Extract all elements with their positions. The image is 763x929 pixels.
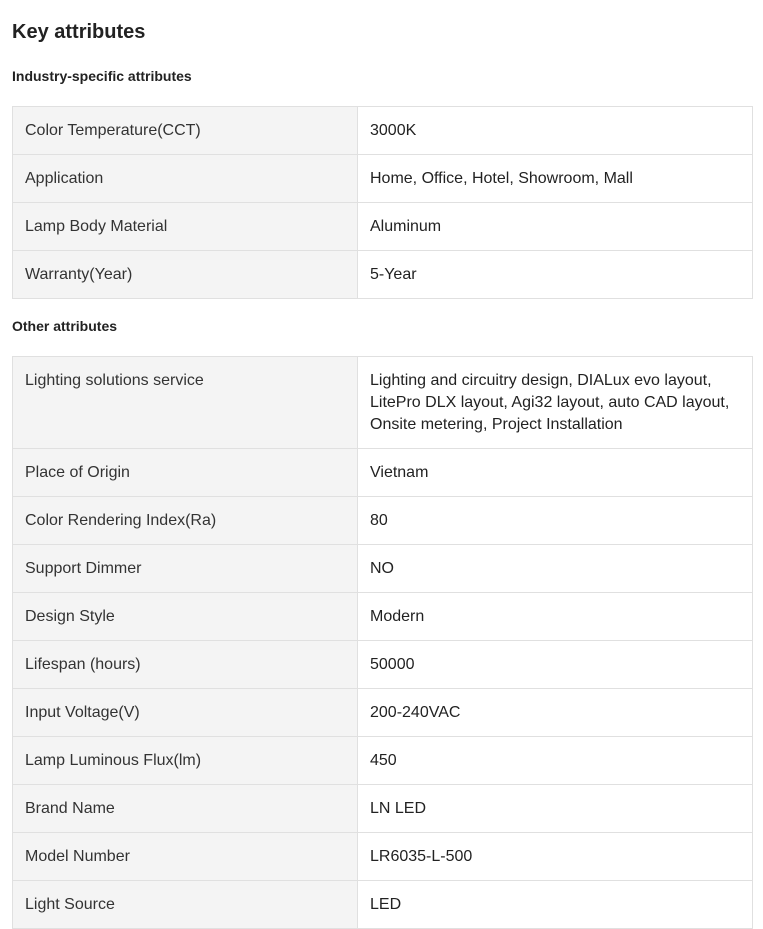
attribute-name: Support Dimmer (13, 545, 358, 593)
industry-attributes-table (12, 106, 753, 299)
attribute-value: LR6035-L-500 (358, 833, 753, 881)
attribute-value: Aluminum (358, 203, 753, 251)
attribute-row (13, 107, 753, 155)
attribute-name: Color Rendering Index(Ra) (13, 497, 358, 545)
attribute-value: 450 (358, 737, 753, 785)
attribute-value: Vietnam (358, 449, 753, 497)
attribute-row (13, 545, 753, 593)
attribute-name: Model Number (13, 833, 358, 881)
attribute-row (13, 593, 753, 641)
attribute-name: Light Source (13, 881, 358, 929)
attribute-row (13, 251, 753, 299)
industry-attributes-heading: Industry-specific attributes (12, 68, 192, 84)
attribute-name: Lamp Body Material (13, 203, 358, 251)
attribute-value: Modern (358, 593, 753, 641)
attribute-name: Lighting solutions service (13, 357, 358, 449)
attribute-row (13, 881, 753, 929)
attribute-name: Lifespan (hours) (13, 641, 358, 689)
page-title: Key attributes (12, 21, 146, 43)
attribute-name: Lamp Luminous Flux(lm) (13, 737, 358, 785)
attribute-value: 3000K (358, 107, 753, 155)
attribute-name: Input Voltage(V) (13, 689, 358, 737)
attribute-value: 80 (358, 497, 753, 545)
attribute-value: 50000 (358, 641, 753, 689)
attribute-name: Warranty(Year) (13, 251, 358, 299)
attribute-row (13, 737, 753, 785)
attribute-row (13, 689, 753, 737)
attribute-value: Home, Office, Hotel, Showroom, Mall (358, 155, 753, 203)
attribute-name: Brand Name (13, 785, 358, 833)
attribute-row (13, 357, 753, 449)
other-attributes-table (12, 356, 753, 929)
attribute-value: NO (358, 545, 753, 593)
attribute-row (13, 833, 753, 881)
attribute-name: Application (13, 155, 358, 203)
attribute-value: LED (358, 881, 753, 929)
attribute-value: Lighting and circuitry design, DIALux evo layout, LitePro DLX layout, Agi32 layout, auto CAD layout, Onsite metering, Project Installation (358, 357, 753, 449)
attribute-row (13, 785, 753, 833)
attribute-name: Design Style (13, 593, 358, 641)
attribute-row (13, 497, 753, 545)
other-attributes-heading: Other attributes (12, 318, 118, 334)
attribute-value: 5-Year (358, 251, 753, 299)
attribute-value: 200-240VAC (358, 689, 753, 737)
attribute-value: LN LED (358, 785, 753, 833)
attribute-row (13, 449, 753, 497)
attribute-row (13, 203, 753, 251)
attribute-row (13, 641, 753, 689)
attribute-name: Place of Origin (13, 449, 358, 497)
attribute-row (13, 155, 753, 203)
attribute-name: Color Temperature(CCT) (13, 107, 358, 155)
